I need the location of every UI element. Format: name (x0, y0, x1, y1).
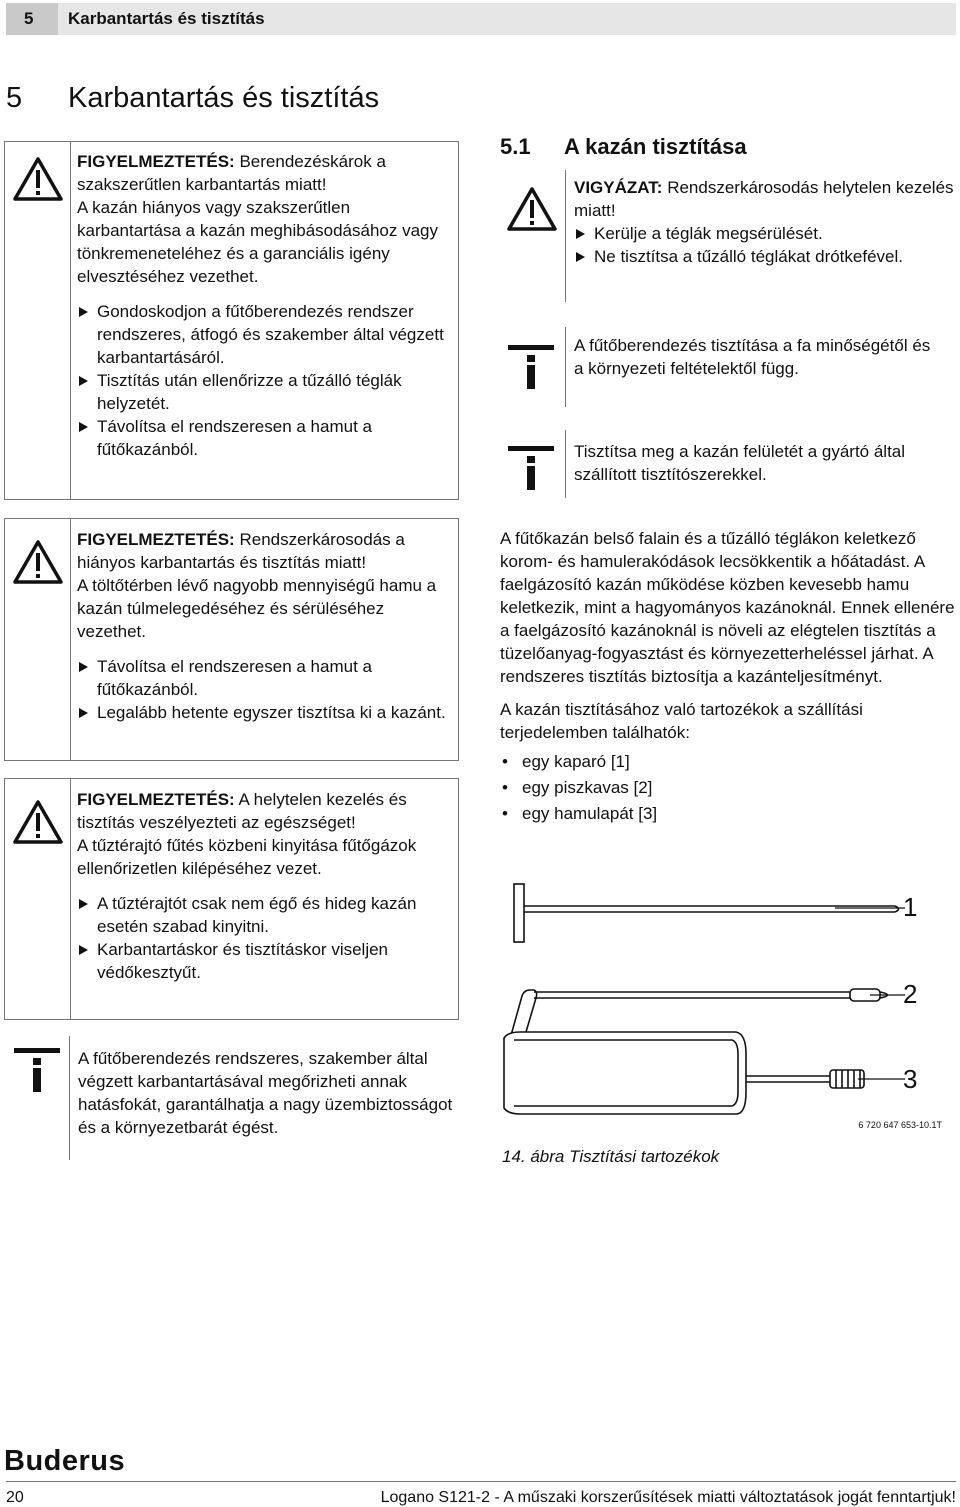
warning-box-system-damage (4, 518, 459, 761)
info-icon-column (500, 327, 566, 407)
step-item: Távolítsa el rendszeresen a hamut a fűtőkazánból. (77, 655, 450, 701)
caution-heading (574, 176, 954, 222)
info-note-surface-cleaning: Tisztítsa meg a kazán felületét a gyártó által szállított tisztítószerekkel. (574, 442, 906, 484)
info-icon-column (500, 430, 566, 498)
warning-triangle-icon (12, 156, 64, 202)
warning-triangle-icon (12, 799, 64, 845)
warning-lead: Berendezéskárok a szakszerűtlen karbantartás miatt! (77, 152, 386, 194)
list-item: • egy kaparó [1] (500, 750, 956, 776)
warning-text (77, 788, 450, 984)
info-note-wood-quality: A fűtőberendezés tisztítása a fa minőségétől és a környezeti feltételektől függ. (574, 336, 931, 378)
list-item: • egy hamulapát [3] (500, 802, 956, 828)
warning-triangle-icon (12, 539, 64, 585)
info-icon (508, 345, 554, 389)
caution-lead: Rendszerkárosodás helytelen kezelés miatt! (574, 178, 954, 220)
info-icon-column (4, 1036, 70, 1160)
info-icon (14, 1048, 60, 1092)
caution-text (574, 176, 954, 268)
header-chapter-number: 5 (6, 3, 58, 35)
warning-body: A kazán hiányos vagy szakszerűtlen karbantartása a kazán meghibásodásához vagy tönkremeneteléhez és a garanciális igény elvesztéséhez vezethet. (77, 198, 439, 286)
step-item: Ne tisztítsa a tűzálló téglákat drótkefével. (574, 245, 954, 268)
buderus-logo: Buderus (4, 1445, 126, 1477)
step-item: Legalább hetente egyszer tisztítsa ki a kazánt. (77, 701, 450, 724)
warning-heading (77, 528, 450, 574)
chapter-heading (6, 80, 379, 116)
list-item: • egy piszkavas [2] (500, 776, 956, 802)
chapter-number: 5 (6, 82, 23, 114)
warning-label: FIGYELMEZTETÉS: (77, 790, 235, 809)
footer-notice: Logano S121-2 - A műszaki korszerűsítések miatti változtatások jogát fenntartjuk! (380, 1489, 956, 1506)
section-number: 5.1 (500, 134, 531, 159)
accessories-list (500, 750, 956, 828)
section-heading (500, 133, 747, 161)
paragraph-deposits: A fűtőkazán belső falain és a tűzálló téglákon keletkező korom- és hamulerakódások lecsökkentik a hőátadást. A faelgázosító kazán működése közben kevesebb hamu keletkezik, mint a hagyományos kazánoknál. Ennek ellenére a faelgázosító kazánoknál is növeli az elégtelen tisztítás a tüzelőanyag-fogyasztást és környezetterheléssel járhat. A rendszeres tisztítás biztosítja a kazánteljesítményt. (500, 529, 955, 686)
step-item: Kerülje a téglák megsérülését. (574, 222, 954, 245)
caution-label: VIGYÁZAT: (574, 178, 663, 197)
warning-triangle-icon (506, 186, 558, 232)
paragraph-accessories: A kazán tisztításához való tartozékok a szállítási terjedelemben találhatók: (500, 700, 863, 742)
cleaning-accessories-figure (500, 864, 952, 1144)
caution-icon-column (500, 170, 566, 302)
warning-heading (77, 788, 450, 834)
warning-box-health-hazard (4, 778, 459, 1020)
warning-icon-column (5, 519, 71, 760)
warning-label: FIGYELMEZTETÉS: (77, 530, 235, 549)
warning-label: FIGYELMEZTETÉS: (77, 152, 235, 171)
warning-heading (77, 150, 450, 196)
figure-caption: 14. ábra Tisztítási tartozékok (502, 1147, 720, 1166)
chapter-title: Karbantartás és tisztítás (68, 82, 380, 114)
figure-code: 6 720 647 653-10.1T (858, 1120, 942, 1130)
step-item: Gondoskodjon a fűtőberendezés rendszer rendszeres, átfogó és szakember által végzett karbantartásáról. (77, 300, 450, 369)
warning-icon-column (5, 142, 71, 499)
warning-box-equipment-damage (4, 141, 459, 500)
ash-shovel-tool-drawing (504, 1032, 864, 1114)
warning-body: A töltőtérben lévő nagyobb mennyiségű hamu a kazán túlmelegedéséhez és sérüléséhez vezethet. (77, 576, 437, 641)
warning-text (77, 528, 450, 724)
step-item: Karbantartáskor és tisztításkor viseljen védőkesztyűt. (77, 938, 450, 984)
step-item: A tűztérajtót csak nem égő és hideg kazán esetén szabad kinyitni. (77, 892, 450, 938)
info-icon (508, 446, 554, 490)
callout-label: 3 (903, 1064, 918, 1094)
info-note-maintenance: A fűtőberendezés rendszeres, szakember által végzett karbantartásával megőrizheti annak hatásfokát, garantálhatja a nagy üzembiztosságot és a környezetbarát égést. (78, 1049, 453, 1137)
callout-label: 1 (903, 892, 918, 922)
header-chapter-title: Karbantartás és tisztítás (68, 9, 265, 28)
step-item: Tisztítás után ellenőrizze a tűzálló téglák helyzetét. (77, 369, 450, 415)
warning-body: A tűztérajtó fűtés közbeni kinyitása fűtőgázok ellenőrizetlen kilépéséhez vezet. (77, 836, 417, 878)
section-title: A kazán tisztítása (564, 134, 747, 159)
warning-lead: A helytelen kezelés és tisztítás veszélyezteti az egészséget! (77, 790, 407, 832)
warning-text (77, 150, 450, 461)
scraper-tool-drawing (514, 884, 899, 942)
warning-lead: Rendszerkárosodás a hiányos karbantartás és tisztítás miatt! (77, 530, 405, 572)
body-text (500, 527, 956, 828)
footer-divider (6, 1481, 956, 1482)
page-number: 20 (6, 1489, 24, 1506)
running-header (6, 3, 956, 35)
step-item: Távolítsa el rendszeresen a hamut a fűtőkazánból. (77, 415, 450, 461)
cleaning-tools-drawing (500, 864, 952, 1144)
warning-icon-column (5, 779, 71, 1019)
callout-label: 2 (903, 979, 918, 1009)
